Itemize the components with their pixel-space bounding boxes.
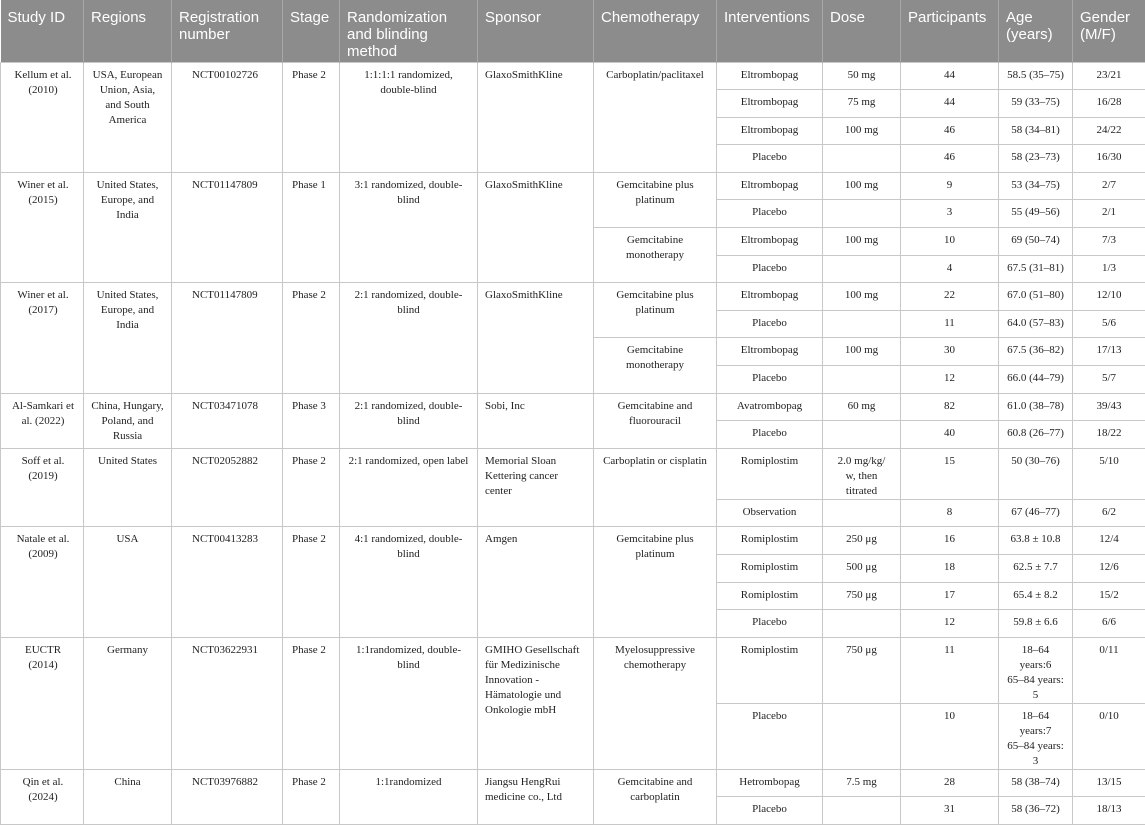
dose-cell [823,310,901,338]
age-cell: 53 (34–75) [999,172,1073,200]
participants-cell: 44 [901,62,999,90]
dose-cell: 7.5 mg [823,769,901,797]
dose-cell: 750 μg [823,637,901,703]
study-id-cell: Qin et al. (2024) [1,769,84,824]
registration-number-cell: NCT00413283 [172,527,283,637]
header-stage: Stage [283,0,340,62]
header-gender: Gender (M/F) [1073,0,1145,62]
intervention-cell: Placebo [717,366,823,394]
header-regions: Regions [84,0,172,62]
sponsor-cell: GMIHO Gesellschaft für Medizinische Innovation - Hämatologie und Onkologie mbH [478,637,594,769]
gender-cell: 2/7 [1073,172,1145,200]
participants-cell: 18 [901,555,999,583]
intervention-cell: Placebo [717,797,823,825]
age-cell: 59.8 ± 6.6 [999,610,1073,638]
intervention-cell: Observation [717,499,823,527]
randomization-method-cell: 2:1 randomized, double-blind [340,393,478,448]
regions-cell: United States, Europe, and India [84,172,172,282]
dose-cell: 50 mg [823,62,901,90]
regions-cell: United States, Europe, and India [84,283,172,393]
gender-cell: 12/6 [1073,555,1145,583]
gender-cell: 0/10 [1073,703,1145,769]
stage-cell: Phase 2 [283,283,340,393]
table-row [1,393,1145,421]
intervention-cell: Placebo [717,255,823,283]
dose-cell: 100 mg [823,172,901,200]
participants-cell: 10 [901,703,999,769]
regions-cell: USA [84,527,172,637]
study-id-cell: Winer et al. (2015) [1,172,84,282]
study-id-cell: Soff et al. (2019) [1,448,84,527]
age-cell: 63.8 ± 10.8 [999,527,1073,555]
table-row [1,769,1145,797]
sponsor-cell: GlaxoSmithKline [478,283,594,393]
header-row [1,0,1145,62]
study-id-cell: Al-Samkari et al. (2022) [1,393,84,448]
dose-cell [823,610,901,638]
gender-cell: 18/13 [1073,797,1145,825]
participants-cell: 46 [901,117,999,145]
dose-cell: 100 mg [823,338,901,366]
randomization-method-cell: 3:1 randomized, double-blind [340,172,478,282]
regions-cell: United States [84,448,172,527]
study-id-cell: Winer et al. (2017) [1,283,84,393]
intervention-cell: Placebo [717,610,823,638]
dose-cell: 100 mg [823,117,901,145]
participants-cell: 10 [901,228,999,256]
gender-cell: 17/13 [1073,338,1145,366]
dose-cell [823,145,901,173]
participants-cell: 16 [901,527,999,555]
stage-cell: Phase 1 [283,172,340,282]
table-body [1,62,1145,824]
participants-cell: 9 [901,172,999,200]
age-cell: 69 (50–74) [999,228,1073,256]
participants-cell: 82 [901,393,999,421]
registration-number-cell: NCT03471078 [172,393,283,448]
dose-cell [823,366,901,394]
table-row [1,448,1145,499]
stage-cell: Phase 2 [283,527,340,637]
participants-cell: 8 [901,499,999,527]
stage-cell: Phase 2 [283,62,340,172]
age-cell: 60.8 (26–77) [999,421,1073,449]
intervention-cell: Placebo [717,310,823,338]
regions-cell: USA, European Union, Asia, and South America [84,62,172,172]
table-row [1,527,1145,555]
gender-cell: 23/21 [1073,62,1145,90]
dose-cell [823,200,901,228]
dose-cell [823,703,901,769]
participants-cell: 44 [901,90,999,118]
age-cell: 18–64 years:6 65–84 years: 5 [999,637,1073,703]
study-id-cell: Kellum et al. (2010) [1,62,84,172]
randomization-method-cell: 2:1 randomized, double-blind [340,283,478,393]
gender-cell: 16/30 [1073,145,1145,173]
header-randomization-method: Randomization and blinding method [340,0,478,62]
sponsor-cell: GlaxoSmithKline [478,62,594,172]
age-cell: 67 (46–77) [999,499,1073,527]
intervention-cell: Placebo [717,145,823,173]
header-participants: Participants [901,0,999,62]
sponsor-cell: Amgen [478,527,594,637]
gender-cell: 13/15 [1073,769,1145,797]
table-row [1,283,1145,311]
sponsor-cell: GlaxoSmithKline [478,172,594,282]
intervention-cell: Romiplostim [717,582,823,610]
age-cell: 58 (38–74) [999,769,1073,797]
header-study-id: Study ID [1,0,84,62]
gender-cell: 7/3 [1073,228,1145,256]
intervention-cell: Eltrombopag [717,172,823,200]
age-cell: 58 (23–73) [999,145,1073,173]
chemotherapy-cell: Gemcitabine and fluorouracil [594,393,717,448]
intervention-cell: Avatrombopag [717,393,823,421]
gender-cell: 16/28 [1073,90,1145,118]
participants-cell: 28 [901,769,999,797]
header-interventions: Interventions [717,0,823,62]
dose-cell [823,421,901,449]
registration-number-cell: NCT03622931 [172,637,283,769]
intervention-cell: Placebo [717,421,823,449]
dose-cell: 75 mg [823,90,901,118]
intervention-cell: Placebo [717,200,823,228]
dose-cell: 500 μg [823,555,901,583]
age-cell: 50 (30–76) [999,448,1073,499]
gender-cell: 5/6 [1073,310,1145,338]
participants-cell: 15 [901,448,999,499]
chemotherapy-cell: Gemcitabine plus platinum [594,527,717,637]
table-row [1,172,1145,200]
participants-cell: 11 [901,637,999,703]
age-cell: 58.5 (35–75) [999,62,1073,90]
dose-cell: 60 mg [823,393,901,421]
intervention-cell: Eltrombopag [717,90,823,118]
age-cell: 62.5 ± 7.7 [999,555,1073,583]
participants-cell: 46 [901,145,999,173]
intervention-cell: Romiplostim [717,637,823,703]
chemotherapy-cell: Gemcitabine and carboplatin [594,769,717,824]
participants-cell: 22 [901,283,999,311]
stage-cell: Phase 3 [283,393,340,448]
gender-cell: 5/10 [1073,448,1145,499]
dose-cell: 100 mg [823,228,901,256]
header-age: Age (years) [999,0,1073,62]
chemotherapy-cell: Gemcitabine plus platinum [594,283,717,338]
study-id-cell: Natale et al. (2009) [1,527,84,637]
intervention-cell: Hetrombopag [717,769,823,797]
randomization-method-cell: 1:1randomized [340,769,478,824]
chemotherapy-cell: Gemcitabine monotherapy [594,228,717,283]
dose-cell [823,797,901,825]
sponsor-cell: Jiangsu HengRui medicine co., Ltd [478,769,594,824]
intervention-cell: Eltrombopag [717,283,823,311]
participants-cell: 12 [901,610,999,638]
header-sponsor: Sponsor [478,0,594,62]
participants-cell: 3 [901,200,999,228]
gender-cell: 15/2 [1073,582,1145,610]
dose-cell: 750 μg [823,582,901,610]
dose-cell: 250 μg [823,527,901,555]
randomization-method-cell: 4:1 randomized, double-blind [340,527,478,637]
gender-cell: 18/22 [1073,421,1145,449]
gender-cell: 5/7 [1073,366,1145,394]
table-row [1,62,1145,90]
dose-cell [823,255,901,283]
age-cell: 67.5 (31–81) [999,255,1073,283]
participants-cell: 31 [901,797,999,825]
intervention-cell: Placebo [717,703,823,769]
regions-cell: China [84,769,172,824]
participants-cell: 40 [901,421,999,449]
gender-cell: 24/22 [1073,117,1145,145]
gender-cell: 12/4 [1073,527,1145,555]
registration-number-cell: NCT01147809 [172,283,283,393]
registration-number-cell: NCT03976882 [172,769,283,824]
gender-cell: 6/2 [1073,499,1145,527]
registration-number-cell: NCT01147809 [172,172,283,282]
participants-cell: 17 [901,582,999,610]
age-cell: 55 (49–56) [999,200,1073,228]
registration-number-cell: NCT00102726 [172,62,283,172]
chemotherapy-cell: Carboplatin/paclitaxel [594,62,717,172]
age-cell: 58 (34–81) [999,117,1073,145]
table-row [1,637,1145,703]
header-registration-number: Registration number [172,0,283,62]
gender-cell: 0/11 [1073,637,1145,703]
header-chemotherapy: Chemotherapy [594,0,717,62]
age-cell: 64.0 (57–83) [999,310,1073,338]
dose-cell: 2.0 mg/kg/ w, then titrated [823,448,901,499]
intervention-cell: Eltrombopag [717,117,823,145]
gender-cell: 2/1 [1073,200,1145,228]
regions-cell: China, Hungary, Poland, and Russia [84,393,172,448]
dose-cell: 100 mg [823,283,901,311]
age-cell: 61.0 (38–78) [999,393,1073,421]
participants-cell: 11 [901,310,999,338]
header-dose: Dose [823,0,901,62]
age-cell: 58 (36–72) [999,797,1073,825]
table-header [1,0,1145,62]
randomization-method-cell: 2:1 randomized, open label [340,448,478,527]
chemotherapy-cell: Carboplatin or cisplatin [594,448,717,527]
participants-cell: 30 [901,338,999,366]
gender-cell: 1/3 [1073,255,1145,283]
intervention-cell: Romiplostim [717,527,823,555]
age-cell: 67.5 (36–82) [999,338,1073,366]
participants-cell: 4 [901,255,999,283]
sponsor-cell: Memorial Sloan Kettering cancer center [478,448,594,527]
stage-cell: Phase 2 [283,769,340,824]
chemotherapy-cell: Gemcitabine monotherapy [594,338,717,393]
stage-cell: Phase 2 [283,448,340,527]
intervention-cell: Romiplostim [717,555,823,583]
age-cell: 67.0 (51–80) [999,283,1073,311]
registration-number-cell: NCT02052882 [172,448,283,527]
intervention-cell: Eltrombopag [717,62,823,90]
intervention-cell: Eltrombopag [717,338,823,366]
regions-cell: Germany [84,637,172,769]
stage-cell: Phase 2 [283,637,340,769]
chemotherapy-cell: Gemcitabine plus platinum [594,172,717,227]
gender-cell: 12/10 [1073,283,1145,311]
age-cell: 66.0 (44–79) [999,366,1073,394]
gender-cell: 39/43 [1073,393,1145,421]
age-cell: 18–64 years:7 65–84 years: 3 [999,703,1073,769]
age-cell: 65.4 ± 8.2 [999,582,1073,610]
randomization-method-cell: 1:1randomized, double-blind [340,637,478,769]
gender-cell: 6/6 [1073,610,1145,638]
age-cell: 59 (33–75) [999,90,1073,118]
chemotherapy-cell: Myelosuppressive chemotherapy [594,637,717,769]
intervention-cell: Romiplostim [717,448,823,499]
dose-cell [823,499,901,527]
intervention-cell: Eltrombopag [717,228,823,256]
sponsor-cell: Sobi, Inc [478,393,594,448]
randomization-method-cell: 1:1:1:1 randomized, double-blind [340,62,478,172]
study-id-cell: EUCTR (2014) [1,637,84,769]
participants-cell: 12 [901,366,999,394]
